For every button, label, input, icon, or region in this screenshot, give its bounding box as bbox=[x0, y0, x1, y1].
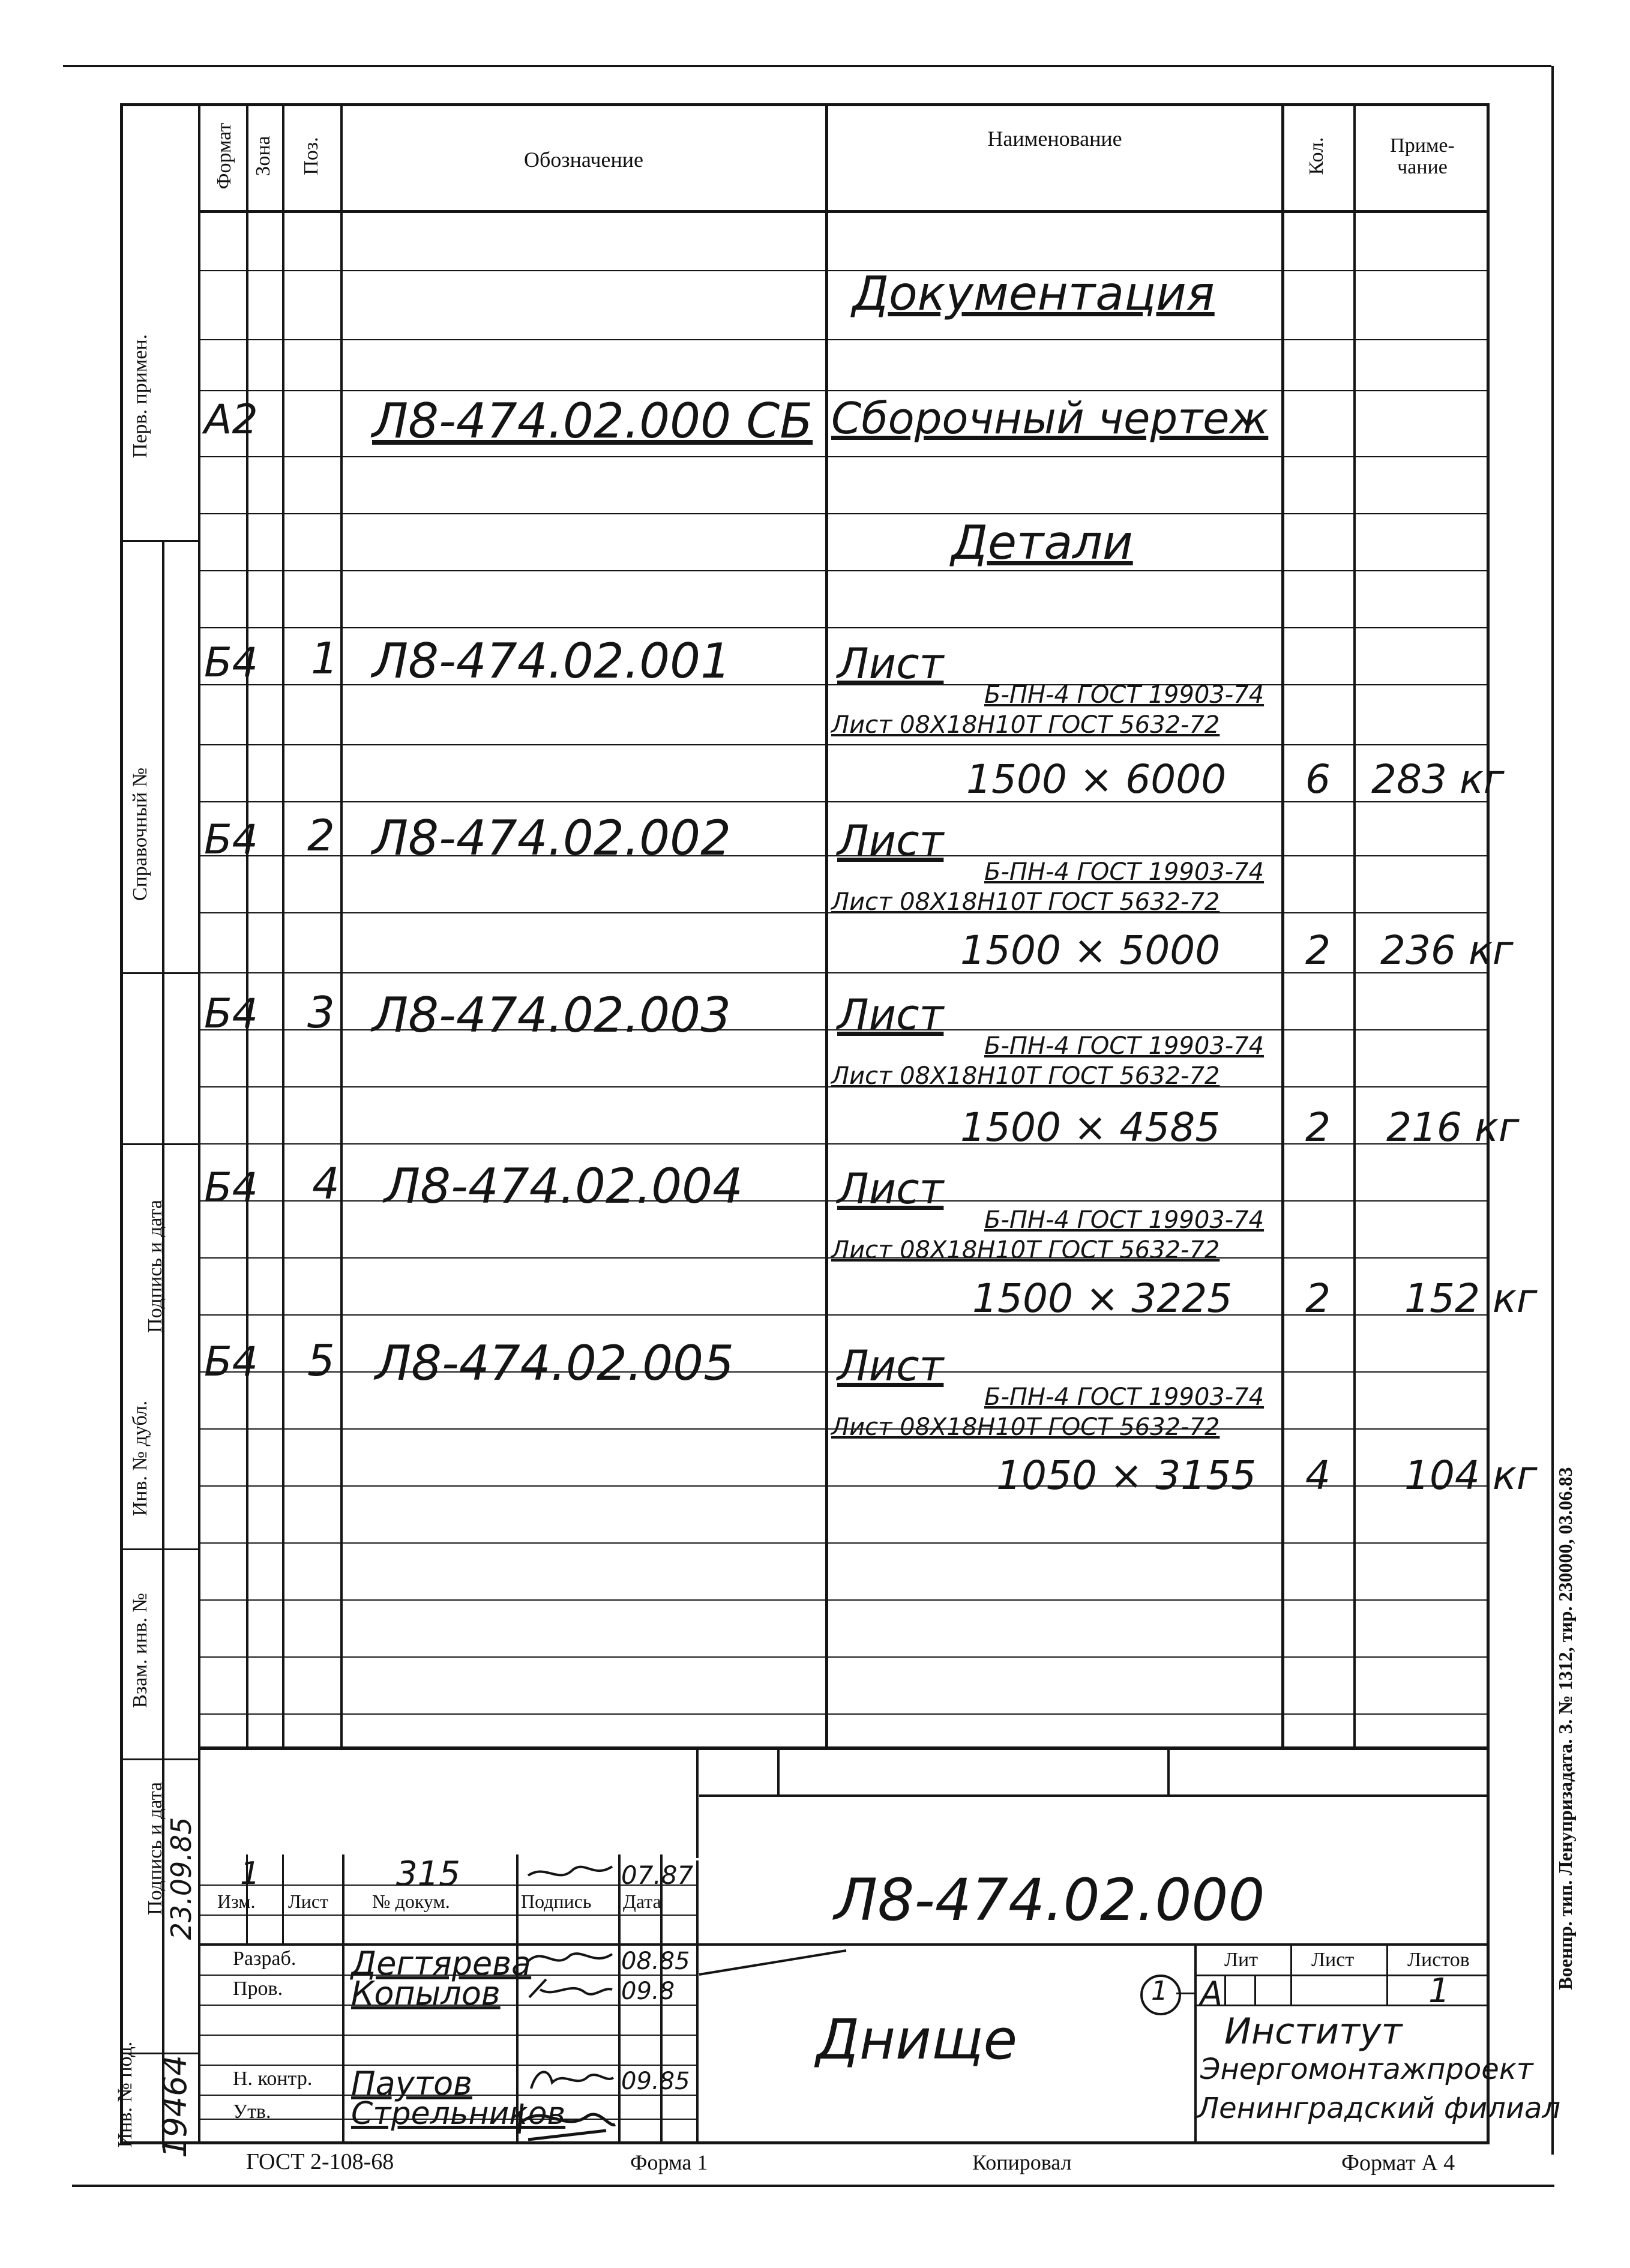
row-format: А2 bbox=[204, 396, 258, 444]
header-designation: Обозначение bbox=[524, 148, 643, 172]
utv-signature bbox=[510, 2098, 618, 2146]
footer-copied: Копировал bbox=[972, 2150, 1072, 2174]
nkontr-signature bbox=[522, 2065, 618, 2095]
row-spec2: Лист 08Х18Н10Т ГОСТ 5632-72 bbox=[831, 1236, 1220, 1264]
row-format: Б4 bbox=[204, 1164, 258, 1212]
row-format: Б4 bbox=[204, 639, 258, 687]
nkontr-date: 09.85 bbox=[621, 2068, 690, 2095]
row-format: Б4 bbox=[204, 816, 258, 864]
row-designation: Л8-474.02.002 bbox=[372, 810, 731, 866]
row-spec1: Б-ПН-4 ГОСТ 19903-74 bbox=[984, 858, 1265, 886]
change-no: 1 bbox=[240, 1856, 260, 1892]
row-size: 1050 × 3155 bbox=[996, 1452, 1257, 1499]
header-qty: Кол. bbox=[1305, 137, 1328, 175]
footer-gost: ГОСТ 2-108-68 bbox=[246, 2149, 394, 2174]
lbl-lit: Лит bbox=[1224, 1949, 1259, 1971]
row-name: Лист bbox=[837, 1164, 944, 1214]
side-label-podpis-data-2: Подпись и дата bbox=[144, 1782, 166, 1915]
row-spec2: Лист 08Х18Н10Т ГОСТ 5632-72 bbox=[831, 711, 1220, 739]
prov-signature bbox=[522, 1975, 618, 2005]
nkontr-name: Паутов bbox=[351, 2065, 472, 2102]
row-pos: 3 bbox=[307, 987, 335, 1038]
lbl-date: Дата bbox=[623, 1891, 661, 1912]
row-name: Лист bbox=[837, 990, 944, 1039]
change-date: 07.87 bbox=[621, 1860, 694, 1890]
lbl-sheet: Лист bbox=[1311, 1949, 1355, 1971]
row-note: 216 кг bbox=[1386, 1104, 1520, 1151]
footer-form: Форма 1 bbox=[630, 2150, 708, 2174]
row-note: 104 кг bbox=[1404, 1452, 1538, 1499]
row-name: Сборочный чертеж bbox=[831, 393, 1269, 444]
side-label-inv-podl: Инв. № под. bbox=[114, 2041, 136, 2148]
row-size: 1500 × 5000 bbox=[960, 927, 1221, 973]
stamp-code: Л8-474.02.000 bbox=[834, 1866, 1265, 1934]
stamp-title: Днище bbox=[816, 2008, 1018, 2072]
row-spec2: Лист 08Х18Н10Т ГОСТ 5632-72 bbox=[831, 1062, 1220, 1090]
row-size: 1500 × 6000 bbox=[966, 756, 1227, 802]
side-label-inv-dubl: Инв. № дубл. bbox=[129, 1400, 151, 1517]
row-spec1: Б-ПН-4 ГОСТ 19903-74 bbox=[984, 1383, 1265, 1411]
lbl-doc: № докум. bbox=[372, 1891, 450, 1912]
header-zone: Зона bbox=[252, 136, 274, 176]
row-qty: 2 bbox=[1305, 1275, 1331, 1322]
row-designation: Л8-474.02.001 bbox=[372, 633, 731, 689]
header-pos: Поз. bbox=[300, 137, 322, 175]
row-spec1: Б-ПН-4 ГОСТ 19903-74 bbox=[984, 1206, 1265, 1234]
org-line-2: Энергомонтажпроект bbox=[1200, 2053, 1533, 2086]
prov-date: 09.8 bbox=[621, 1978, 675, 2005]
change-circle-number: 1 bbox=[1151, 1976, 1168, 2006]
print-info: Военпр. тип. Ленупризадата. З. № 1312, тир. 230000, 03.06.83 bbox=[1554, 1467, 1576, 1990]
lbl-utv: Утв. bbox=[233, 2101, 271, 2123]
org-line-3: Ленинградский филиал bbox=[1197, 2092, 1561, 2125]
row-spec1: Б-ПН-4 ГОСТ 19903-74 bbox=[984, 681, 1265, 709]
row-pos: 2 bbox=[307, 810, 335, 861]
section-docs: Документация bbox=[852, 267, 1215, 321]
header-bottom bbox=[198, 210, 1488, 213]
section-details: Детали bbox=[951, 516, 1133, 570]
frame-left bbox=[120, 103, 123, 2144]
prov-name: Копылов bbox=[351, 1975, 501, 2012]
row-format: Б4 bbox=[204, 1338, 258, 1386]
row-name: Лист bbox=[837, 639, 944, 688]
title-block-top bbox=[198, 1746, 1488, 1750]
row-spec1: Б-ПН-4 ГОСТ 19903-74 bbox=[984, 1032, 1265, 1060]
lbl-nkontr: Н. контр. bbox=[233, 2068, 313, 2090]
title-stroke bbox=[696, 1939, 852, 1981]
row-note: 236 кг bbox=[1380, 927, 1514, 973]
row-pos: 1 bbox=[311, 633, 338, 684]
row-qty: 2 bbox=[1305, 927, 1331, 973]
lbl-list: Лист bbox=[288, 1891, 329, 1912]
side-label-sprav-no: Справочный № bbox=[129, 767, 151, 901]
row-spec2: Лист 08Х18Н10Т ГОСТ 5632-72 bbox=[831, 888, 1220, 916]
utv-name: Стрельников bbox=[351, 2096, 566, 2132]
row-qty: 4 bbox=[1305, 1452, 1331, 1499]
header-format: Формат bbox=[213, 122, 235, 190]
side-label-perv-primen: Перв. примен. bbox=[129, 334, 151, 459]
sheets-value: 1 bbox=[1428, 1972, 1450, 2011]
razrab-date: 08.85 bbox=[621, 1948, 690, 1975]
razrab-name: Дегтярева bbox=[351, 1945, 532, 1982]
row-qty: 2 bbox=[1305, 1104, 1331, 1151]
row-note: 283 кг bbox=[1371, 756, 1505, 802]
row-spec2: Лист 08Х18Н10Т ГОСТ 5632-72 bbox=[831, 1413, 1220, 1441]
row-pos: 5 bbox=[307, 1335, 335, 1386]
row-format: Б4 bbox=[204, 990, 258, 1038]
row-pos: 4 bbox=[312, 1158, 340, 1209]
header-name: Наименование bbox=[987, 127, 1122, 151]
row-name: Лист bbox=[837, 816, 944, 865]
row-name: Лист bbox=[837, 1341, 944, 1391]
lbl-razrab: Разраб. bbox=[233, 1948, 296, 1970]
row-designation: Л8-474.02.004 bbox=[384, 1158, 743, 1214]
row-designation: Л8-474.02.000 СБ bbox=[372, 393, 813, 449]
row-size: 1500 × 3225 bbox=[972, 1275, 1233, 1322]
lbl-sign: Подпись bbox=[521, 1891, 592, 1912]
footer-format: Формат А 4 bbox=[1341, 2150, 1455, 2176]
row-designation: Л8-474.02.005 bbox=[375, 1335, 734, 1391]
org-line-1: Институт bbox=[1224, 2011, 1403, 2053]
lbl-prov: Пров. bbox=[233, 1978, 283, 2000]
lit-value: А bbox=[1200, 1975, 1222, 2012]
side-date-handwritten: 23.09.85 bbox=[165, 1817, 197, 1940]
row-designation: Л8-474.02.003 bbox=[372, 987, 731, 1043]
row-note: 152 кг bbox=[1404, 1275, 1538, 1322]
razrab-signature bbox=[522, 1943, 618, 1973]
row-size: 1500 × 4585 bbox=[960, 1104, 1221, 1151]
lbl-izm: Изм. bbox=[217, 1891, 256, 1912]
lbl-sheets: Листов bbox=[1407, 1949, 1470, 1971]
side-label-vzam-inv: Взам. инв. № bbox=[129, 1593, 151, 1708]
change-doc-no: 315 bbox=[396, 1854, 460, 1894]
side-inv-no-handwritten: 19464 bbox=[156, 2055, 194, 2158]
side-label-podpis-data-1: Подпись и дата bbox=[144, 1200, 166, 1333]
change-signature bbox=[522, 1854, 618, 1891]
header-note: Приме- чание bbox=[1390, 134, 1455, 178]
row-qty: 6 bbox=[1305, 756, 1331, 802]
